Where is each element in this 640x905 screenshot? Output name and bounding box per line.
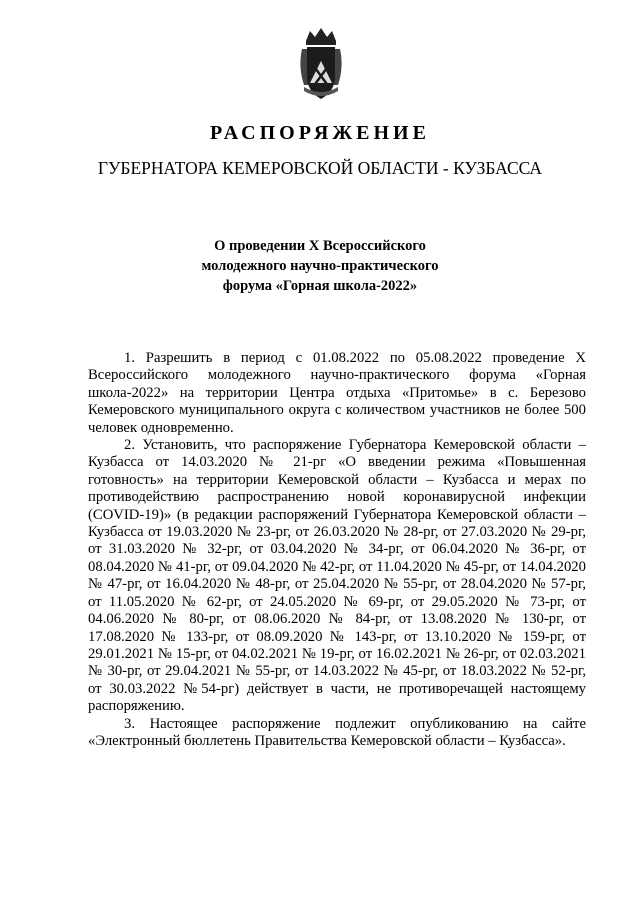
subject-line-3: форума «Горная школа-2022» bbox=[222, 278, 418, 294]
paragraph-3: 3. Настоящее распоряжение подлежит опубликованию на сайте «Электронный бюллетень Правительства Кемеровской области – Кузбасса». bbox=[88, 715, 586, 749]
issuer-heading: ГУБЕРНАТОРА КЕМЕРОВСКОЙ ОБЛАСТИ - КУЗБАССА bbox=[97, 158, 543, 178]
paragraph-2: 2. Установить, что распоряжение Губернатора Кемеровской области – Кузбасса от 14.03.2020 № 21-рг «О введении режима «Повышенная готовность» на территории Кемеровской области – Кузбасса и мерах по противодействию распространению новой коронавирусной инфекции (COVID-19)» (в редакции распоряжений Губернатора Кемеровской области – Кузбасса от 19.03.2020 № 23-рг, от 26.03.2020 № 28-рг, от 27.03.2020 № 29-рг, от 31.03.2020 № 32-рг, от 03.04.2020 № 34-рг, от 06.04.2020 № 36-рг, от 08.04.2020 № 41-рг, от 09.04.2020 № 42-рг, от 11.04.2020 № 45-рг, от 14.04.2020 № 47-рг, от 16.04.2020 № 48-рг, от 25.04.2020 № 55-рг, от 28.04.2020 № 57-рг, от 11.05.2020 № 62-рг, от 24.05.2020 № 69-рг, от 29.05.2020 № 73-рг, от 04.06.2020 № 80-рг, от 08.06.2020 № 84-рг, от 13.08.2020 № 130-рг, от 17.08.2020 № 133-рг, от 08.09.2020 № 143-рг, от 13.10.2020 № 159-рг, от 29.01.2021 № 15-рг, от 04.02.2021 № 19-рг, от 16.02.2021 № 26-рг, от 02.03.2021 № 30-рг, от 29.04.2021 № 55-рг, от 14.03.2022 № 45-рг, от 18.03.2022 № 52-рг, от 30.03.2022 №54-рг) действует в части, не противоречащей настоящему распоряжению. bbox=[88, 437, 586, 715]
coat-of-arms-icon bbox=[298, 27, 344, 103]
document-body bbox=[88, 350, 586, 750]
paragraph-1: 1. Разрешить в период с 01.08.2022 по 05.08.2022 проведение X Всероссийского молодежного научно-практического форума «Горная школа-2022» на территории Центра отдыха «Притомье» в с. Березово Кемеровского муниципального округа с количеством участников не более 500 человек одновременно. bbox=[88, 350, 586, 436]
document-type-heading: РАСПОРЯЖЕНИЕ bbox=[210, 122, 430, 144]
subject-line-1: О проведении X Всероссийского bbox=[214, 238, 426, 254]
subject-line-2: молодежного научно-практического bbox=[201, 258, 439, 274]
document-subject bbox=[0, 236, 640, 296]
